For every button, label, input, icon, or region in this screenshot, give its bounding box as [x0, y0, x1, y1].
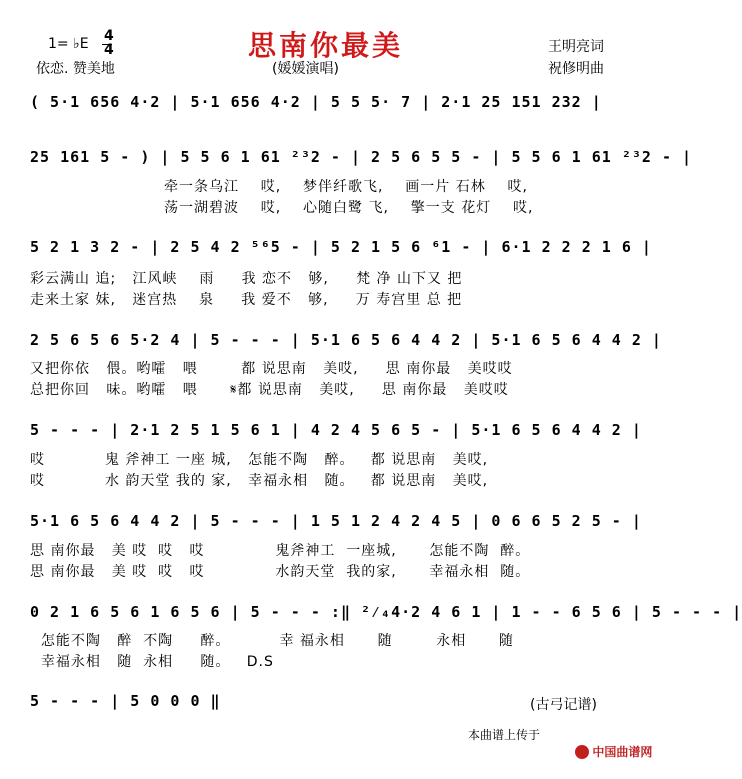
lyric-line-2b: 荡一湖碧波 哎, 心随白鹭 飞, 擎一支 花灯 哎, — [164, 200, 534, 216]
notation-line-3: 5 2 1 3 2 - | 2 5 4 2 ⁵⁶5 - | 5 2 1 5 6 ⁶1 - | 6·1 2 2 2 1 6 | — [30, 238, 652, 256]
notation-line-4: 2 5 6 5 6 5·2 4 | 5 - - - | 5·1 6 5 6 4 4 2 | 5·1 6 5 6 4 4 2 | — [30, 331, 662, 349]
time-signature-top: 4 — [104, 28, 114, 44]
lyric-line-2a: 牵一条乌江 哎, 梦伴纤歌飞, 画一片 石林 哎, — [164, 179, 529, 195]
lyric-line-5a: 哎 鬼 斧神工 一座 城, 怎能不陶 醉。 都 说思南 美哎, — [30, 452, 489, 468]
key-signature: 1= ♭E — [48, 36, 89, 52]
lyric-line-5b: 哎 水 韵天堂 我的 家, 幸福永相 随。 都 说思南 美哎, — [30, 473, 489, 489]
lyric-line-7b: 幸福永相 随 永相 随。 D.S — [30, 654, 274, 670]
notation-line-5: 5 - - - | 2·1 2 5 1 5 6 1 | 4 2 4 5 6 5 - | 5·1 6 5 6 4 4 2 | — [30, 421, 642, 439]
lyric-line-3a: 彩云满山 追; 江风峡 雨 我 恋不 够, 梵 净 山下又 把 — [30, 271, 463, 287]
lyric-line-6a: 思 南你最 美 哎 哎 哎 鬼斧神工 一座城, 怎能不陶 醉。 — [30, 543, 531, 559]
lyric-line-7a: 怎能不陶 醉 不陶 醉。 幸 福永相 随 永相 随 — [30, 633, 514, 649]
lyric-line-3b: 走来土家 妹, 迷宫热 泉 我 爱不 够, 万 寿宫里 总 把 — [30, 292, 463, 308]
lyric-line-4b: 总把你回 味。哟嚯 喂 𝄋都 说思南 美哎, 思 南你最 美哎哎 — [30, 382, 509, 398]
performance-mood: 依恋. 赞美地 — [36, 61, 115, 77]
lyric-line-4a: 又把你依 偎。哟嚯 喂 都 说思南 美哎, 思 南你最 美哎哎 — [30, 361, 513, 377]
upload-text: 本曲谱上传于 — [468, 728, 541, 742]
time-signature-bottom: 4 — [104, 42, 114, 58]
site-logo[interactable] — [555, 722, 652, 779]
performer: (媛媛演唱) — [272, 61, 339, 77]
composer: 祝修明曲 — [548, 61, 604, 77]
notation-line-1: ( 5·1 656 4·2 | 5·1 656 4·2 | 5 5 5· 7 | 2·1 25 151 232 | — [30, 93, 602, 111]
site-name: 中国曲谱网 — [592, 745, 653, 759]
song-title: 思南你最美 — [248, 29, 404, 62]
notation-line-8: 5 - - - | 5 0 0 0 ‖ — [30, 692, 221, 710]
logo-circle-icon — [575, 745, 589, 759]
lyric-line-6b: 思 南你最 美 哎 哎 哎 水韵天堂 我的家, 幸福永相 随。 — [30, 564, 531, 580]
notation-line-7: 0 2 1 6 5 6 1 6 5 6 | 5 - - - :‖ ²⁄₄4·2 4 6 1 | 1 - - 6 5 6 | 5 - - - | — [30, 603, 742, 621]
notation-line-6: 5·1 6 5 6 4 4 2 | 5 - - - | 1 5 1 2 4 2 4 5 | 0 6 6 5 2 5 - | — [30, 512, 642, 530]
lyricist: 王明亮词 — [548, 39, 604, 55]
notation-credit: (古弓记谱) — [530, 697, 597, 713]
notation-line-2: 25 161 5 - ) | 5 5 6 1 61 ²³2 - | 2 5 6 5 5 - | 5 5 6 1 61 ²³2 - | — [30, 148, 693, 166]
